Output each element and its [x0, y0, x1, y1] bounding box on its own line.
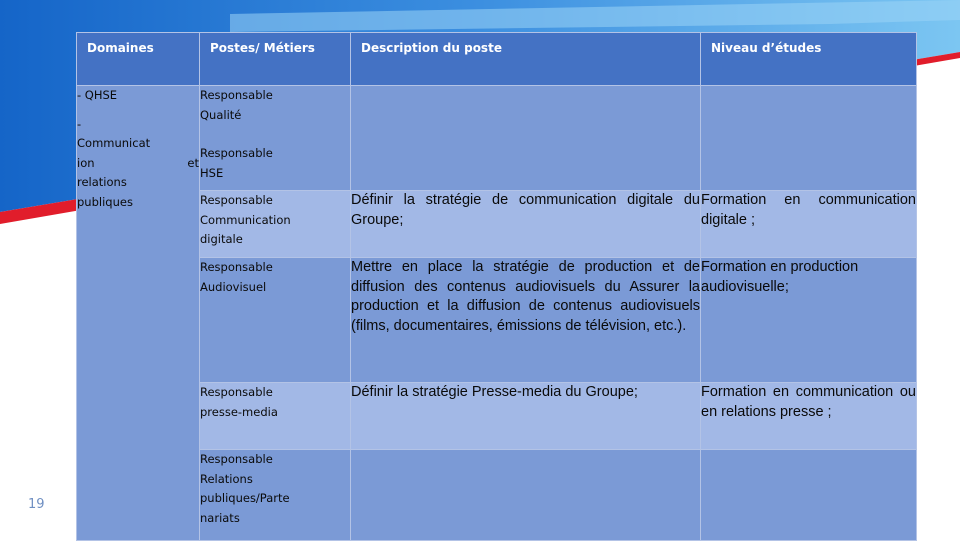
domain-cell — [77, 86, 200, 541]
page-number: 19 — [28, 497, 45, 512]
table-row — [77, 258, 917, 383]
description-cell: Définir la stratégie de communication digitale du Groupe; — [351, 191, 701, 258]
poste-line: HSE — [200, 165, 224, 180]
niveau-cell: Formation en production audiovisuelle; — [701, 258, 917, 383]
poste-spacer — [200, 125, 350, 144]
header-niveau: Niveau d’études — [701, 33, 917, 86]
niveau-cell — [701, 86, 917, 191]
table-row — [77, 191, 917, 258]
domain-line: - QHSE — [77, 88, 118, 102]
header-description: Description du poste — [351, 33, 701, 86]
description-cell — [351, 86, 701, 191]
table-row — [77, 450, 917, 541]
poste-line: Responsable — [200, 452, 273, 466]
niveau-cell — [701, 450, 917, 541]
table-header-row — [77, 33, 917, 86]
header-domaines: Domaines — [77, 33, 200, 86]
poste-line: Responsable — [200, 88, 273, 102]
domain-line: Communicat — [77, 136, 151, 150]
niveau-cell: Formation en communication digitale ; — [701, 191, 917, 258]
table-row — [77, 86, 917, 191]
poste-line: Communication — [200, 212, 291, 227]
domain-word: et — [187, 155, 199, 170]
poste-cell — [200, 383, 351, 450]
niveau-cell: Formation en communication ou en relations presse ; — [701, 383, 917, 450]
header-postes: Postes/ Métiers — [200, 33, 351, 86]
careers-table — [76, 32, 917, 541]
poste-cell — [200, 258, 351, 383]
poste-cell — [200, 450, 351, 541]
description-cell: Définir la stratégie Presse-media du Groupe; — [351, 383, 701, 450]
poste-line: Audiovisuel — [200, 279, 267, 294]
poste-line: presse-media — [200, 404, 278, 419]
poste-line: publiques/Parte — [200, 491, 290, 505]
poste-line: Responsable — [200, 260, 273, 274]
poste-cell — [200, 86, 351, 191]
poste-line: Responsable — [200, 146, 273, 160]
poste-line: digitale — [200, 232, 243, 246]
poste-line: Responsable — [200, 193, 273, 207]
poste-line: Responsable — [200, 385, 273, 399]
poste-cell — [200, 191, 351, 258]
poste-line: Qualité — [200, 107, 242, 122]
description-cell: Mettre en place la stratégie de production et de diffusion des contenus audiovisuels du Assurer la production et la diffusion de contenus audiovisuels (films, documentaires, émissions de télévision, etc.). — [351, 258, 701, 383]
domain-line: relations — [77, 175, 127, 189]
poste-line: nariats — [200, 510, 240, 525]
poste-line: Relations — [200, 471, 253, 486]
domain-word: ion — [77, 155, 95, 170]
description-cell — [351, 450, 701, 541]
domain-line: - — [77, 116, 82, 131]
table-row — [77, 383, 917, 450]
domain-line: publiques — [77, 194, 133, 209]
domain-line — [77, 154, 199, 174]
